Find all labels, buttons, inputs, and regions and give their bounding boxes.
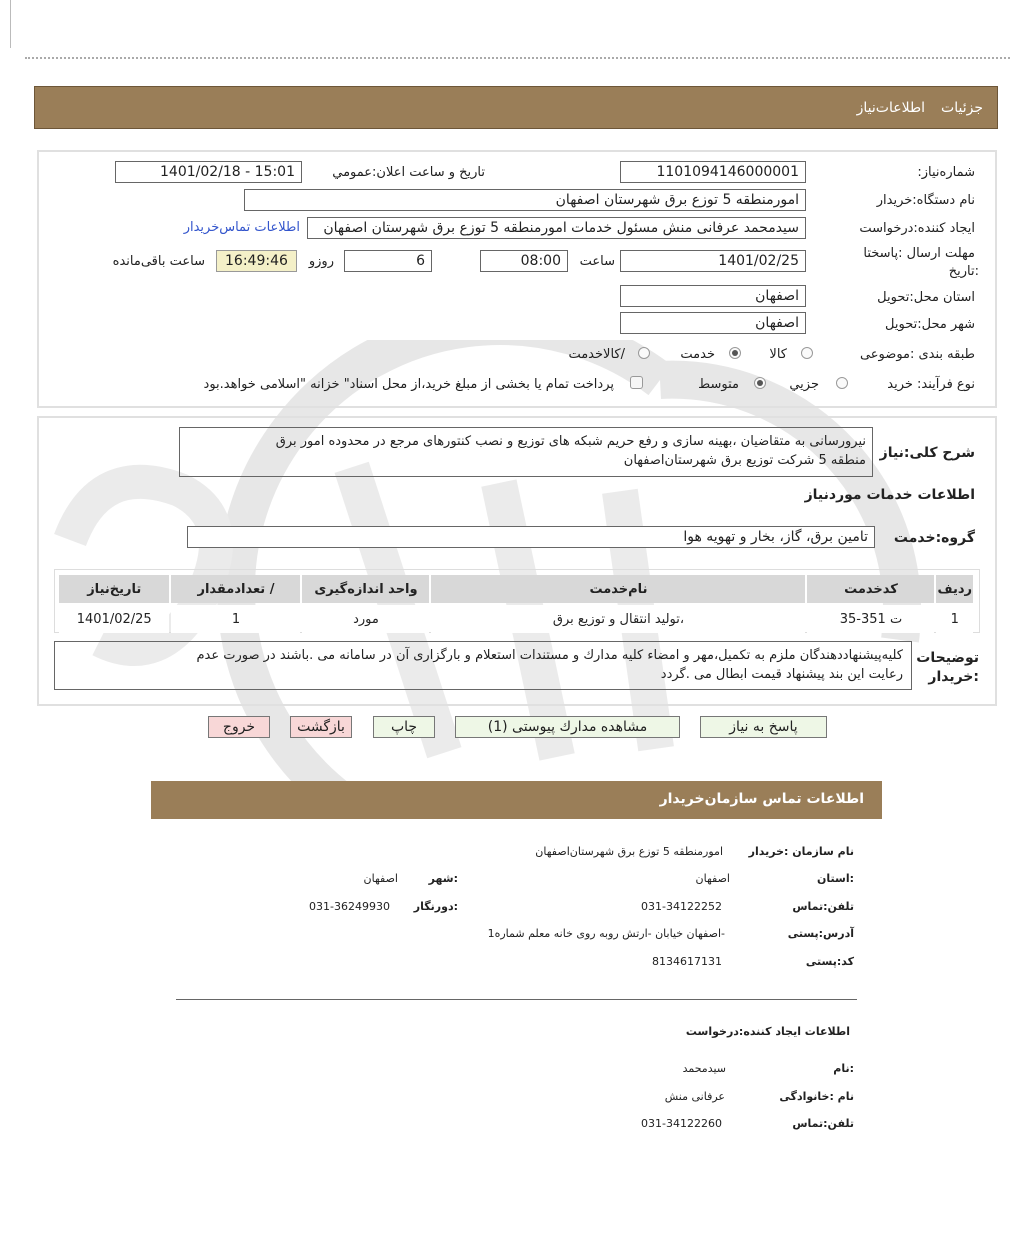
process-radio-medium[interactable] — [754, 377, 766, 389]
buyer-label: نام دستگاه‌:خريدار — [876, 193, 975, 208]
category-option-goods: كالا — [769, 347, 787, 362]
creator-field: سيدمحمد عرفانى منش مسئول خدمات امورمنطقه 5 توزع برق شهرستان اصفهان — [307, 217, 806, 239]
creator-label: ايجاد كننده‌:درخواست — [859, 221, 975, 236]
buyer-contact-link[interactable]: اطلاعات تماس‌خريدار — [183, 220, 300, 235]
left-edge-line — [10, 0, 11, 48]
process-label: نوع فرآيند: خريد — [887, 377, 975, 392]
category-radio-goods[interactable] — [801, 347, 813, 359]
creator-family-value: عرفانى منش — [664, 1090, 725, 1103]
creator-name-value: سيدمحمد — [682, 1062, 726, 1075]
payment-checkbox[interactable] — [630, 376, 643, 389]
process-radio-minor[interactable] — [836, 377, 848, 389]
items-table — [57, 573, 975, 635]
category-label: طبقه بندی‌ :موضوعی — [859, 347, 975, 362]
cell-row: 1 — [936, 605, 973, 633]
remaining-label: ساعت باقی‌مانده — [112, 254, 205, 269]
buyer-notes-label-2: :خريدار — [928, 669, 979, 685]
province-contact-label: :استان — [817, 872, 854, 885]
city-contact-label: :شهر — [428, 872, 458, 885]
service-group-field: تامين برق، گاز، بخار و تهويه هوا — [187, 526, 875, 548]
province-label: استان محل‌:تحويل — [877, 290, 975, 305]
back-button[interactable]: بازگشت — [290, 716, 352, 738]
buyer-field: امورمنطقه 5 توزع برق شهرستان اصفهان — [244, 189, 806, 211]
col-quantity: / تعدادمقدار — [171, 575, 300, 603]
announce-datetime-field: 1401/02/18 - 15:01 — [115, 161, 302, 183]
buyer-notes-label: توضيحات — [916, 650, 979, 666]
buyer-contact-title: اطلاعات تماس سازمان‌خريدار — [659, 791, 864, 807]
need-number-field: 1101094146000001 — [620, 161, 806, 183]
cell-need-date: 1401/02/25 — [59, 605, 169, 633]
province-contact-value: اصفهان — [695, 872, 730, 885]
province-field: اصفهان — [620, 285, 806, 307]
day-label: روزو — [308, 254, 334, 269]
announce-label: تاریخ و ساعت اعلان‌:عمومي — [332, 165, 485, 180]
description-box — [179, 427, 873, 477]
creator-name-label: :نام — [833, 1062, 854, 1075]
process-option-medium: متوسط — [698, 377, 739, 392]
city-contact-value: اصفهان — [363, 872, 398, 885]
col-need-date: تاريخ‌نياز — [59, 575, 169, 603]
address-value: -اصفهان خيابان -ارتش روبه روى خانه معلم شماره1 — [487, 927, 725, 940]
payment-text: پرداخت تمام يا بخشى از مبلغ خريد،از محل اسناد" خزانه "اسلامى خواهد.بود — [203, 377, 614, 392]
city-field: اصفهان — [620, 312, 806, 334]
category-option-service: خدمت — [680, 347, 715, 362]
creator-phone-value: 031-34122260 — [641, 1117, 722, 1130]
org-label: نام سازمان‌ :خريدار — [748, 845, 854, 858]
deadline-label: مهلت ارسال :پاسختا — [863, 246, 975, 261]
cell-unit: مورد — [302, 605, 429, 633]
category-radio-service[interactable] — [729, 347, 741, 359]
buyer-notes-line-1: كليه‌پيشنهاددهندگان ملزم به تكميل،مهر و امضاء كليه مدارك و مستندات استعلام و بارگزارى آن در سامانه مى .باشند در صورت عدم — [196, 648, 903, 663]
table-row — [59, 605, 973, 633]
services-title: اطلاعات خدمات موردنياز — [804, 487, 975, 503]
description-label: شرح کلی‌:نياز — [879, 445, 975, 461]
remaining-time-box: 16:49:46 — [216, 250, 297, 272]
service-group-label: گروه‌:خدمت — [893, 530, 975, 546]
tab-details[interactable]: جزئیات — [941, 100, 983, 116]
city-label: شهر محل‌:تحويل — [885, 317, 975, 332]
print-button[interactable]: چاپ — [373, 716, 435, 738]
col-unit: واحد اندازه‌گيرى — [302, 575, 429, 603]
view-attachments-button[interactable]: مشاهده مدارك پيوستى (1) — [455, 716, 680, 738]
description-line-2: منطقه 5 شركت توزيع برق شهرستان‌اصفهان — [623, 453, 866, 468]
deadline-date-field: 1401/02/25 — [620, 250, 806, 272]
buyer-contact-header — [151, 781, 882, 819]
phone-label: تلفن‌:تماس — [792, 900, 854, 913]
contact-divider — [176, 999, 857, 1000]
postal-code-value: 8134617131 — [652, 955, 722, 968]
fax-label: :دورنگار — [413, 900, 458, 913]
deadline-label-date: :تاريخ — [948, 264, 979, 279]
need-number-label: شماره‌نیاز: — [917, 165, 975, 180]
category-option-goods-service: /كالاخدمت — [568, 347, 625, 362]
col-service-code: كدخدمت — [807, 575, 934, 603]
postal-code-label: كد‌:پستی — [805, 955, 854, 968]
creator-phone-label: تلفن‌:تماس — [792, 1117, 854, 1130]
deadline-time-field: 08:00 — [480, 250, 568, 272]
reply-button[interactable]: پاسخ به نياز — [700, 716, 827, 738]
address-label: آدرس‌:پستی — [787, 927, 854, 940]
dotted-separator — [25, 57, 1010, 59]
deadline-hour-label: ساعت — [579, 254, 615, 269]
category-radio-goods-service[interactable] — [638, 347, 650, 359]
process-option-minor: جزيي — [789, 377, 819, 392]
fax-value: 031-36249930 — [309, 900, 390, 913]
col-service-name: نام‌خدمت — [431, 575, 805, 603]
cell-quantity: 1 — [171, 605, 300, 633]
details-header-bar — [34, 86, 998, 129]
buyer-notes-line-2: رعايت اين بند پيشنهاد قيمت ابطال مى .گردد — [660, 667, 903, 682]
col-row: رديف — [936, 575, 973, 603]
days-field: 6 — [344, 250, 432, 272]
cell-service-name: ،توليد انتقال و توزيع برق — [431, 605, 805, 633]
description-line-1: نيرورسانى به متقاضيان ،بهينه سازى و رفع حريم شبكه هاى توزيع و نصب كنتورهاى مرجع در محدوده امور برق — [275, 434, 866, 449]
creator-info-title: اطلاعات ايجاد كننده‌:درخواست — [685, 1025, 850, 1038]
phone-value: 031-34122252 — [641, 900, 722, 913]
buyer-notes-box — [54, 641, 912, 690]
cell-service-code: ت 351-35 — [807, 605, 934, 633]
org-value: امورمنطقه 5 توزع برق شهرستان‌اصفهان — [535, 845, 723, 858]
creator-family-label: نام :خانوادگی — [779, 1090, 854, 1103]
tab-need-info[interactable]: اطلاعات‌نیاز — [856, 100, 925, 116]
exit-button[interactable]: خروج — [208, 716, 270, 738]
